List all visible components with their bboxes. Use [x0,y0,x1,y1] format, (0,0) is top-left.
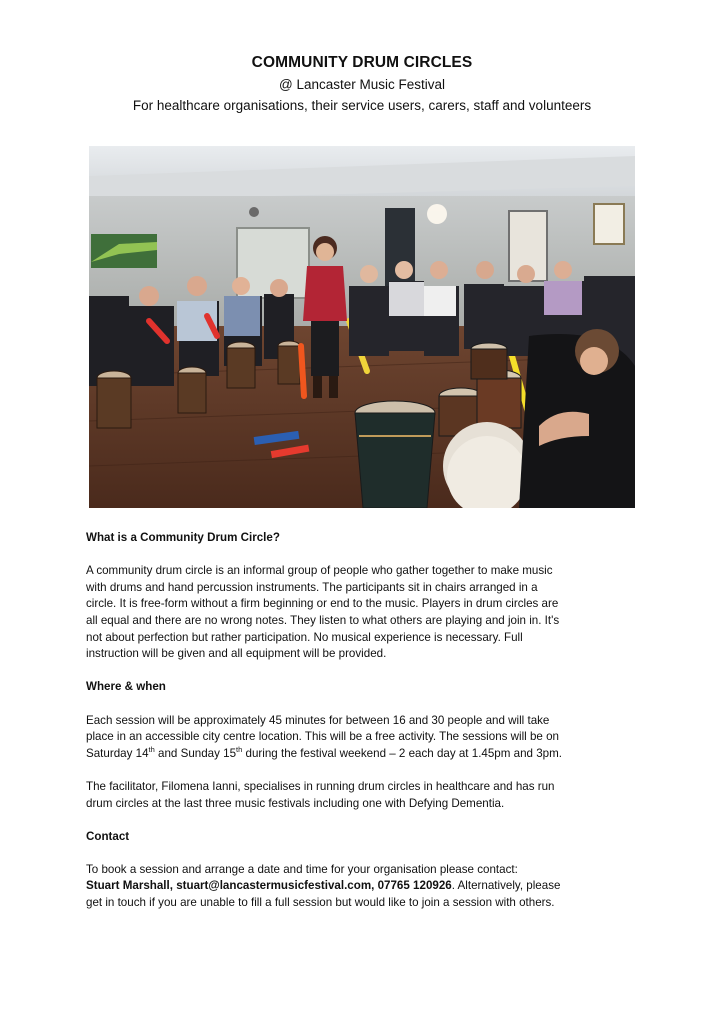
text-line: drum circles at the last three music festivals including one with Defying Dementia. [86,796,505,810]
page-subtitle: @ Lancaster Music Festival [278,77,445,92]
section-heading-contact: Contact [86,829,130,843]
section-where-paragraph [86,713,646,763]
text-line: with drums and hand percussion instruments. The participants sit in chairs arranged in a [86,580,538,594]
facilitator-paragraph [86,779,646,812]
section-heading-where: Where & when [86,680,166,694]
text-line: all equal and there are no wrong notes. They listen to what others are playing and join in. It's [86,613,560,627]
text-line: not about perfection but rather participation. No musical experience is necessary. Full [86,630,523,644]
text-line: A community drum circle is an informal group of people who gather together to make music [86,564,553,578]
section-heading-what: What is a Community Drum Circle? [86,531,280,544]
ordinal-suffix: th [148,744,155,754]
text-line: The facilitator, Filomena Ianni, specialises in running drum circles in healthcare and has run [86,779,555,793]
text-line [86,746,646,763]
header [0,52,724,116]
page-tagline: For healthcare organisations, their service users, carers, staff and volunteers [132,98,592,113]
section-what-paragraph [86,563,646,663]
drum-circle-photo [89,146,635,508]
date-sunday: and Sunday 15 [154,746,237,760]
text-line: get in touch if you are unable to fill a full session but would like to join a session with others. [86,896,555,910]
session-times: during the festival weekend – 2 each day at 1.45pm and 3pm. [242,746,562,760]
text-line: instruction will be given and all equipment will be provided. [86,647,387,661]
section-contact-paragraph [86,862,646,912]
text-line: place in an accessible city centre location. This will be a free activity. The sessions will be on [86,730,559,744]
ordinal-suffix: th [236,744,243,754]
text-line: To book a session and arrange a date and time for your organisation please contact: [86,862,518,876]
text-line [86,878,646,895]
page-title: COMMUNITY DRUM CIRCLES [251,54,473,71]
contact-continuation: . Alternatively, please [451,879,561,893]
text-line: circle. It is free-form without a firm beginning or end to the music. Players in drum circles are [86,597,559,611]
text-line: Each session will be approximately 45 minutes for between 16 and 30 people and will take [86,713,550,727]
contact-details: Stuart Marshall, stuart@lancastermusicfestival.com, 07765 120926 [86,879,452,893]
date-saturday: Saturday 14 [86,746,149,760]
body-content [86,530,646,912]
